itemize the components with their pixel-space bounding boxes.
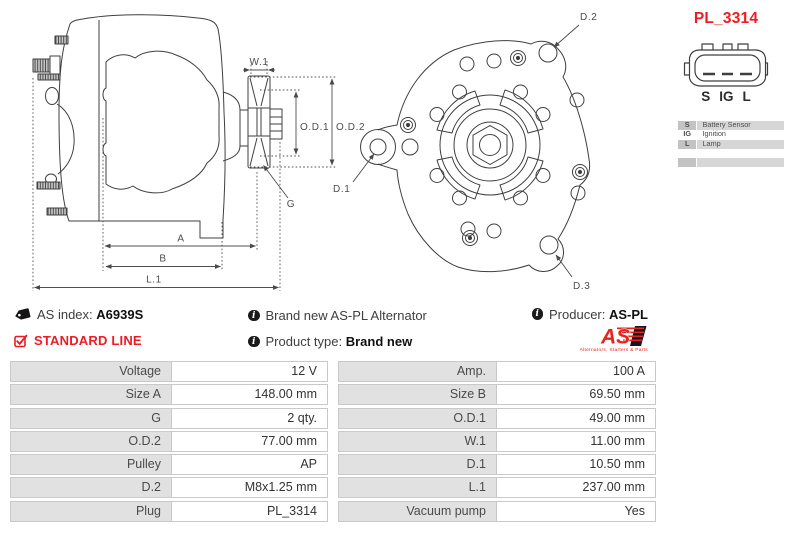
- legend-row: [678, 121, 784, 130]
- dim-label-d1: D.1: [333, 184, 351, 195]
- spec-row: [10, 431, 656, 452]
- dim-label-w1: W.1: [249, 57, 269, 68]
- dim-label-a: A: [177, 233, 185, 245]
- alternator-rear-view-drawing: [330, 0, 630, 300]
- spec-label: Amp.: [338, 361, 497, 382]
- spec-label: O.D.1: [338, 408, 497, 429]
- spec-value: 100 A: [497, 361, 656, 382]
- legend-row-empty: [678, 158, 784, 167]
- legend-label: Lamp: [697, 140, 784, 149]
- pin-s-label: S: [701, 89, 711, 104]
- connector-pin-labels: [681, 89, 771, 104]
- spec-value: 11.00 mm: [497, 431, 656, 452]
- shaft-end: [270, 109, 282, 139]
- spec-value: PL_3314: [172, 501, 328, 522]
- plug-code-label: PL_3314: [693, 10, 759, 27]
- spec-label: W.1: [338, 431, 497, 452]
- pulley: [248, 76, 270, 168]
- left-ear: [361, 130, 396, 165]
- spec-label: L.1: [338, 477, 497, 498]
- connector-drawing: [681, 42, 771, 88]
- alternator-side-view-drawing: [0, 0, 370, 300]
- product-description: Brand new AS-PL Alternator: [265, 308, 427, 323]
- spec-row: [10, 408, 656, 429]
- spec-row: [10, 477, 656, 498]
- spec-row: [10, 454, 656, 475]
- legend-key: S: [678, 121, 696, 130]
- tag-icon: [14, 308, 31, 321]
- standard-line-row: [14, 333, 142, 348]
- dim-label-d2: D.2: [580, 12, 598, 23]
- product-type-value: Brand new: [345, 334, 413, 349]
- spec-label: D.1: [338, 454, 497, 475]
- producer-line: [532, 307, 649, 322]
- side-view-body: [33, 15, 282, 238]
- spec-value: 148.00 mm: [172, 384, 328, 405]
- standard-line-label: STANDARD LINE: [34, 333, 142, 348]
- mount-hole-d3: [540, 236, 558, 254]
- dim-label-l1: L.1: [146, 274, 162, 286]
- spec-value: AP: [172, 454, 328, 475]
- spec-row: [10, 501, 656, 522]
- dim-label-od1: O.D.1: [300, 122, 330, 133]
- info-icon: i: [532, 308, 544, 320]
- product-type-label: Product type:: [265, 334, 343, 349]
- vent-petals: [437, 90, 543, 200]
- producer-label: Producer:: [549, 306, 606, 322]
- legend-row: [678, 140, 784, 149]
- spec-label: Pulley: [10, 454, 172, 475]
- spec-row: [10, 384, 656, 405]
- pin-ig-label: IG: [719, 89, 734, 104]
- spec-value: Yes: [497, 501, 656, 522]
- spec-value: 10.50 mm: [497, 454, 656, 475]
- checkbox-check-icon: [14, 334, 28, 348]
- spec-value: 49.00 mm: [497, 408, 656, 429]
- shaft-nut: [473, 126, 507, 165]
- info-icon: i: [248, 336, 260, 348]
- product-type-line: [248, 334, 412, 349]
- dimension-lines: [33, 61, 337, 291]
- logo-tagline: Alternators, Starters & Parts: [579, 348, 648, 353]
- as-pl-logo-mark: [601, 325, 648, 347]
- spec-value: 69.50 mm: [497, 384, 656, 405]
- legend-label: Battery Sensor: [697, 121, 784, 130]
- logo-as-text: AS: [601, 325, 631, 349]
- spec-label: Size A: [10, 384, 172, 405]
- spec-label: Size B: [338, 384, 497, 405]
- spec-value: M8x1.25 mm: [172, 477, 328, 498]
- spec-label: O.D.2: [10, 431, 172, 452]
- spec-label: Plug: [10, 501, 172, 522]
- through-bolts: [401, 51, 588, 246]
- vent-holes: [402, 54, 585, 238]
- spec-value: 2 qty.: [172, 408, 328, 429]
- legend-key: L: [678, 140, 696, 149]
- legend-key: IG: [678, 130, 696, 139]
- description-line: [248, 308, 427, 323]
- as-index-value: A6939S: [96, 307, 144, 322]
- dim-label-g: G: [286, 199, 296, 210]
- rear-housing-outline: [378, 41, 590, 272]
- spec-label: D.2: [10, 477, 172, 498]
- spec-label: Voltage: [10, 361, 172, 382]
- spec-value: 77.00 mm: [172, 431, 328, 452]
- legend-row: [678, 130, 784, 139]
- spec-row: [10, 361, 656, 382]
- dim-label-od2: O.D.2: [336, 122, 366, 133]
- spec-value: 237.00 mm: [497, 477, 656, 498]
- spec-table: [10, 361, 656, 524]
- spec-label: G: [10, 408, 172, 429]
- dim-label-d3: D.3: [573, 281, 591, 292]
- pin-l-label: L: [742, 89, 751, 104]
- legend-label: Ignition: [697, 130, 784, 139]
- producer-value: AS-PL: [609, 306, 648, 322]
- spec-value: 12 V: [172, 361, 328, 382]
- as-pl-logo: [580, 325, 648, 353]
- spec-label: Vacuum pump: [338, 501, 497, 522]
- pin-legend-table: [678, 121, 784, 167]
- as-index-line: [14, 307, 143, 322]
- info-icon: i: [248, 310, 260, 322]
- as-index-label: AS index:: [37, 307, 93, 322]
- dim-label-b: B: [159, 253, 167, 265]
